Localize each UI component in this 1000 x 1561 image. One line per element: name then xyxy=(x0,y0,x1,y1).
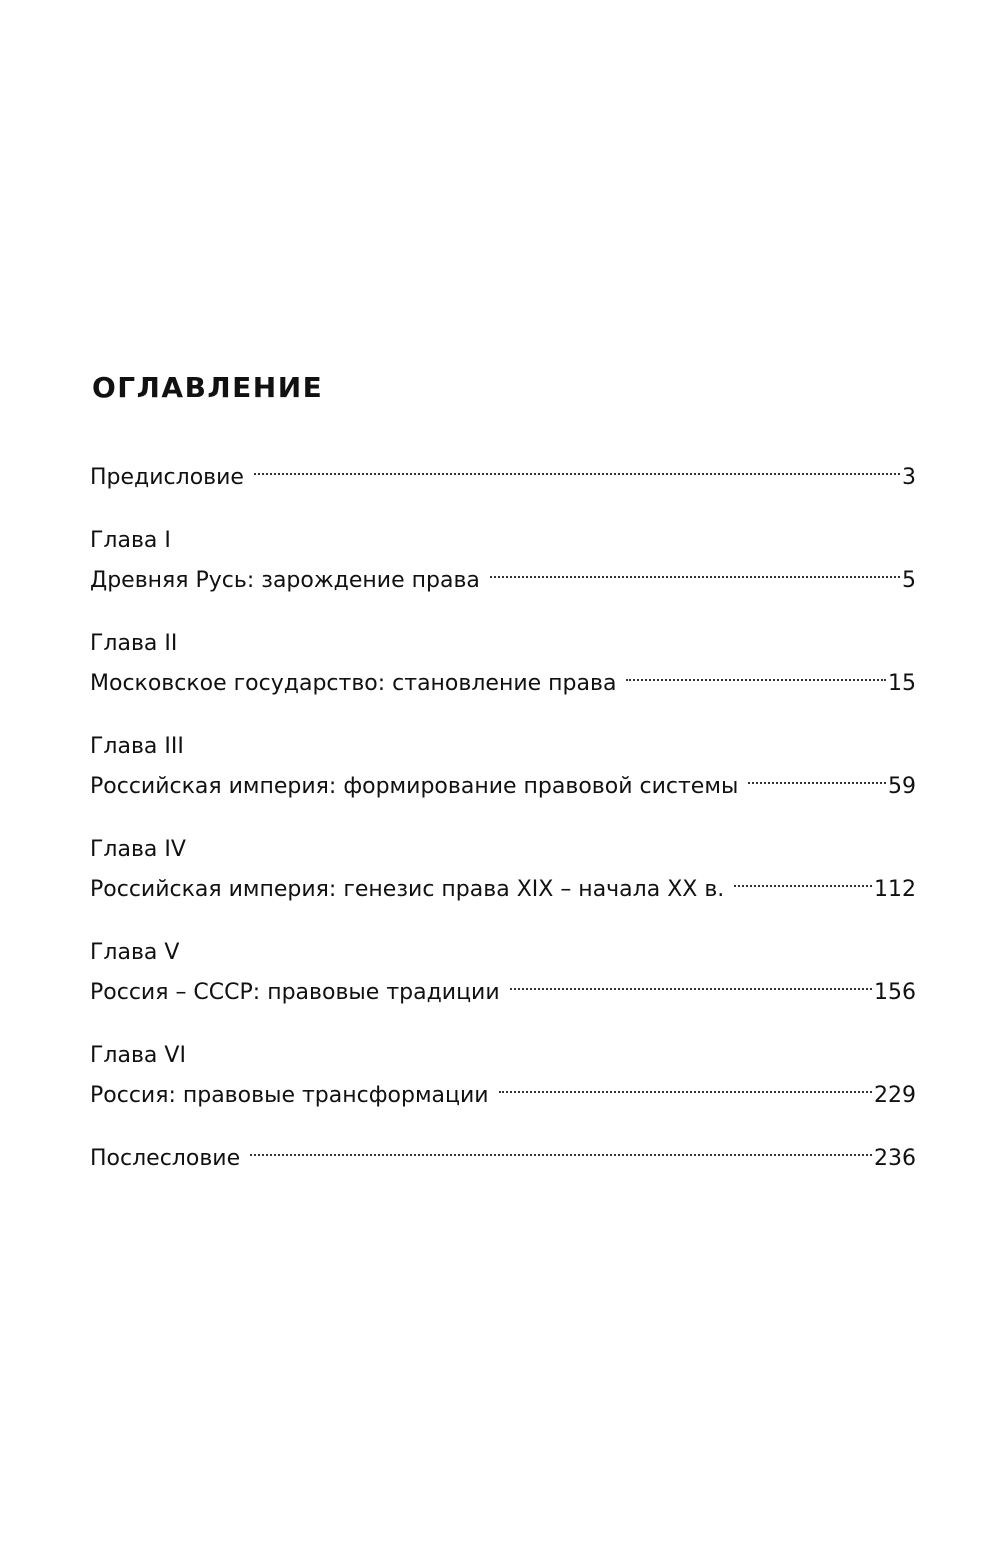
page-number: 112 xyxy=(874,877,916,902)
dot-leader xyxy=(748,782,886,784)
toc-entry-preface[interactable] xyxy=(90,458,916,498)
entry-title: Российская империя: генезис права XIX – начала XX в. xyxy=(90,877,725,902)
entry-title: Россия: правовые трансформации xyxy=(90,1083,489,1108)
chapter-label: Глава V xyxy=(90,940,180,965)
entry-title: Древняя Русь: зарождение права xyxy=(90,568,480,593)
toc-line xyxy=(90,767,916,807)
entry-title: Послесловие xyxy=(90,1146,241,1171)
page-number: 236 xyxy=(874,1146,916,1171)
dot-leader xyxy=(626,679,886,681)
chapter-label: Глава III xyxy=(90,734,184,759)
toc-entry-chapter-2[interactable] xyxy=(90,624,916,704)
dot-leader xyxy=(490,576,900,578)
page-number: 156 xyxy=(874,980,916,1005)
dot-leader xyxy=(250,1154,872,1156)
toc-line xyxy=(90,973,916,1013)
toc-entry-chapter-5[interactable] xyxy=(90,933,916,1013)
entry-title: Московское государство: становление права xyxy=(90,671,617,696)
table-of-contents xyxy=(90,458,916,1202)
toc-entry-chapter-3[interactable] xyxy=(90,727,916,807)
dot-leader xyxy=(510,988,872,990)
page-title: ОГЛАВЛЕНИЕ xyxy=(92,371,324,404)
toc-line xyxy=(90,1076,916,1116)
chapter-label: Глава IV xyxy=(90,837,186,862)
entry-title: Российская империя: формирование правовой системы xyxy=(90,774,739,799)
chapter-label: Глава I xyxy=(90,528,171,553)
entry-title: Предисловие xyxy=(90,465,244,490)
toc-entry-chapter-4[interactable] xyxy=(90,830,916,910)
dot-leader xyxy=(499,1091,872,1093)
page-number: 5 xyxy=(902,568,916,593)
toc-entry-chapter-1[interactable] xyxy=(90,521,916,601)
page-number: 229 xyxy=(874,1083,916,1108)
toc-line xyxy=(90,561,916,601)
toc-line xyxy=(90,458,916,498)
page-number: 15 xyxy=(888,671,916,696)
toc-entry-afterword[interactable] xyxy=(90,1139,916,1179)
page-number: 59 xyxy=(888,774,916,799)
chapter-label: Глава II xyxy=(90,631,178,656)
toc-line xyxy=(90,664,916,704)
toc-line xyxy=(90,1139,916,1179)
dot-leader xyxy=(734,885,872,887)
entry-title: Россия – СССР: правовые традиции xyxy=(90,980,500,1005)
toc-entry-chapter-6[interactable] xyxy=(90,1036,916,1116)
dot-leader xyxy=(254,473,900,475)
chapter-label: Глава VI xyxy=(90,1043,186,1068)
toc-line xyxy=(90,870,916,910)
page-number: 3 xyxy=(902,465,916,490)
